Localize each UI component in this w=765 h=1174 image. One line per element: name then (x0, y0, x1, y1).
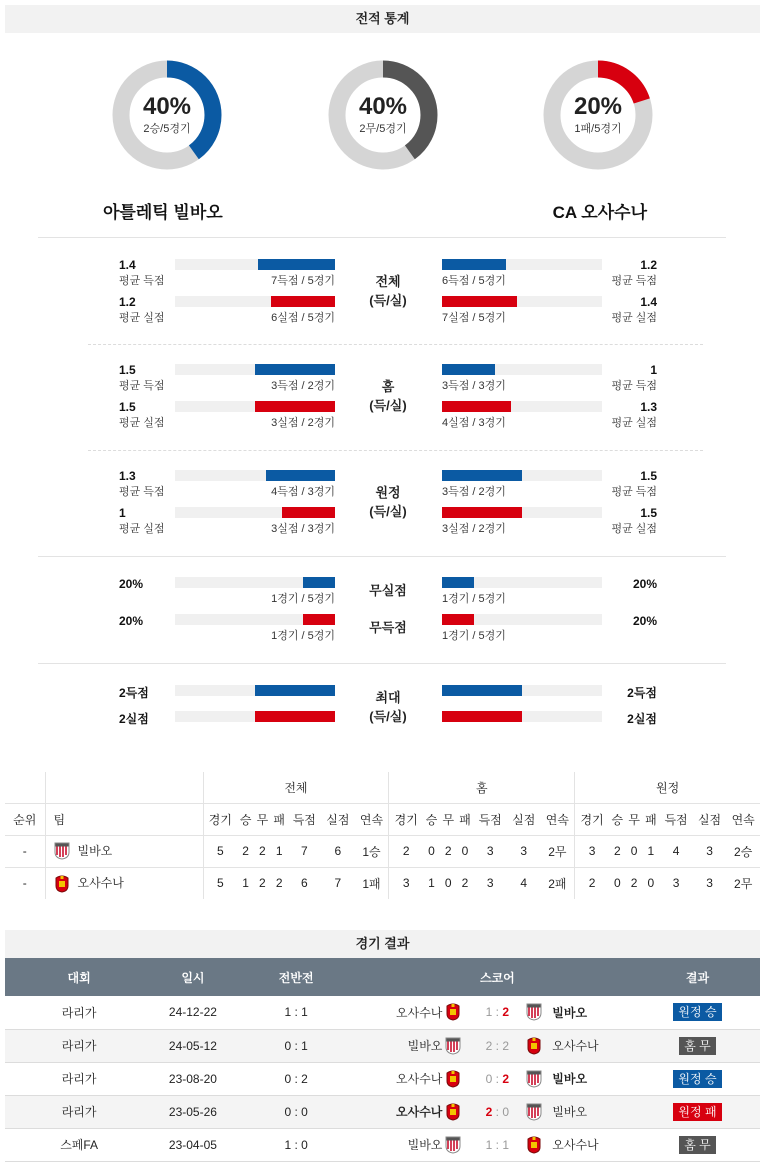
col-all-4: 득점 (288, 803, 322, 835)
group-label-line: 원정 (375, 485, 401, 500)
home-bar (303, 614, 335, 625)
away-bar-track (442, 296, 602, 307)
home-label: 평균 실점 (119, 523, 165, 535)
away-value: 20% (632, 614, 657, 628)
away-bar-track (442, 364, 602, 375)
result-badge: 원정 승 (673, 1003, 721, 1021)
away-bar (442, 614, 474, 625)
standings-table (5, 772, 760, 899)
divider (38, 663, 726, 664)
home-label: 평균 득점 (119, 380, 165, 392)
all-stat: 2 (254, 867, 271, 899)
away-stat: 3 (575, 835, 609, 867)
home-score: 2 (485, 1104, 493, 1119)
home-crest-cell (444, 1062, 469, 1095)
away-value: 2실점 (627, 712, 657, 726)
home-value: 1.4 (119, 258, 136, 272)
col-away-4: 득점 (659, 803, 693, 835)
rank-header: 순위 (5, 803, 45, 835)
results-header (5, 958, 760, 996)
home-stat: 3 (473, 867, 507, 899)
away-crest-cell (525, 1128, 550, 1161)
col-away-0: 경기 (575, 803, 609, 835)
bilbao-crest-icon (445, 1136, 461, 1154)
home-stat: 0 (457, 835, 474, 867)
home-bar (282, 507, 335, 518)
date-cell: 24-12-22 (153, 996, 232, 1029)
comp-cell: 스페FA (5, 1128, 153, 1161)
home-value: 2실점 (119, 712, 149, 726)
group-label-line: 홈 (381, 379, 395, 394)
away-stat: 2 (575, 867, 609, 899)
away-count: 6득점 / 5경기 (442, 275, 506, 287)
away-bar-track (442, 401, 602, 412)
away-stat: 3 (693, 835, 727, 867)
result-row (5, 1095, 760, 1128)
date-cell: 23-04-05 (153, 1128, 232, 1161)
standings-row (5, 835, 760, 867)
all-stat: 2 (237, 835, 254, 867)
home-label: 평균 실점 (119, 312, 165, 324)
all-stat: 7 (321, 867, 355, 899)
home-value: 1 (119, 506, 126, 520)
home-bar (271, 296, 335, 307)
away-value: 2득점 (627, 686, 657, 700)
group-label (348, 272, 428, 310)
osasuna-crest-icon (526, 1136, 542, 1154)
col-all-1: 승 (237, 803, 254, 835)
home-bar-track (175, 614, 335, 625)
col-home-5: 실점 (507, 803, 541, 835)
away-team-name: CA 오사수나 (552, 203, 647, 222)
osasuna-crest-icon (526, 1037, 542, 1055)
all-stat: 6 (288, 867, 322, 899)
away-bar-track (442, 259, 602, 270)
col-away-3: 패 (643, 803, 660, 835)
home-count: 6실점 / 5경기 (271, 312, 335, 324)
home-bar-track (175, 507, 335, 518)
home-count: 3득점 / 2경기 (271, 380, 335, 392)
away-count: 4실점 / 3경기 (442, 417, 506, 429)
away-bar (442, 259, 506, 270)
max-label-line: (득/실) (369, 709, 407, 724)
comp-header: 대회 (5, 958, 153, 996)
home-score: 2 (485, 1038, 493, 1053)
away-stat: 0 (626, 835, 643, 867)
home-bar (258, 259, 335, 270)
col-all-0: 경기 (203, 803, 237, 835)
home-team-cell: 오사수나 (360, 1095, 445, 1128)
score (486, 1039, 509, 1053)
away-bar (442, 296, 517, 307)
osasuna-crest-icon (54, 875, 70, 893)
comp-cell: 라리가 (5, 1095, 153, 1128)
home-stat: 1 (423, 867, 440, 899)
half-score-cell: 0 : 1 (233, 1029, 360, 1062)
home-bar-track (175, 296, 335, 307)
group-home: 홈 (389, 772, 575, 803)
half-score-cell: 1 : 0 (233, 1128, 360, 1161)
home-bar (266, 470, 335, 481)
home-stat: 4 (507, 867, 541, 899)
all-stat: 7 (288, 835, 322, 867)
home-bar-track (175, 259, 335, 270)
comp-cell: 라리가 (5, 1062, 153, 1095)
result-row (5, 996, 760, 1029)
all-stat: 1패 (355, 867, 389, 899)
away-stat: 4 (659, 835, 693, 867)
away-label: 평균 득점 (611, 275, 657, 287)
all-stat: 5 (203, 867, 237, 899)
score-separator: : (492, 1071, 503, 1086)
score-cell (470, 1095, 525, 1128)
away-bar-track (442, 685, 602, 696)
away-crest-cell (525, 996, 550, 1029)
result-header: 결과 (635, 958, 760, 996)
draw-rate-donut (328, 60, 438, 170)
col-away-2: 무 (626, 803, 643, 835)
away-bar-track (442, 470, 602, 481)
score-separator: : (492, 1038, 503, 1053)
away-value: 1 (650, 363, 657, 377)
away-stat: 2 (626, 867, 643, 899)
home-count: 3실점 / 3경기 (271, 523, 335, 535)
max-label (348, 688, 428, 726)
away-count: 1경기 / 5경기 (442, 593, 506, 605)
away-value: 1.5 (640, 469, 657, 483)
away-stat: 2 (609, 835, 626, 867)
away-label: 평균 득점 (611, 486, 657, 498)
away-team-cell: 빌바오 (550, 1095, 635, 1128)
away-crest-cell (525, 1095, 550, 1128)
score (486, 1072, 509, 1086)
away-bar-track (442, 507, 602, 518)
away-stat: 3 (659, 867, 693, 899)
group-label (348, 377, 428, 415)
home-count: 1경기 / 5경기 (271, 630, 335, 642)
team-cell (45, 835, 203, 867)
max-label-line: 최대 (375, 690, 401, 705)
col-away-1: 승 (609, 803, 626, 835)
home-value: 1.5 (119, 400, 136, 414)
score (486, 1105, 509, 1119)
away-bar (442, 685, 522, 696)
home-crest-cell (444, 1128, 469, 1161)
comp-cell: 라리가 (5, 1029, 153, 1062)
win-rate-donut (112, 60, 222, 170)
col-all-2: 무 (254, 803, 271, 835)
away-score: 2 (502, 1038, 510, 1053)
score-header: 스코어 (360, 958, 635, 996)
away-count: 7실점 / 5경기 (442, 312, 506, 324)
rank-cell: - (5, 835, 45, 867)
group-label-line: (득/실) (369, 293, 407, 308)
all-stat: 2 (271, 867, 288, 899)
home-value: 1.3 (119, 469, 136, 483)
away-value: 1.5 (640, 506, 657, 520)
away-stat: 2무 (726, 867, 760, 899)
home-score: 0 (485, 1071, 493, 1086)
all-stat: 1 (271, 835, 288, 867)
col-all-5: 실점 (321, 803, 355, 835)
date-cell: 23-08-20 (153, 1062, 232, 1095)
bilbao-crest-icon (526, 1103, 542, 1121)
result-cell (635, 1029, 760, 1062)
half-score-cell: 0 : 0 (233, 1095, 360, 1128)
home-stat: 2 (457, 867, 474, 899)
score-separator: : (492, 1104, 503, 1119)
away-stat: 0 (609, 867, 626, 899)
home-score: 1 (485, 1005, 493, 1020)
half-score-cell: 1 : 1 (233, 996, 360, 1029)
result-badge: 원정 승 (673, 1070, 721, 1088)
home-bar (303, 577, 335, 588)
home-crest-cell (444, 1029, 469, 1062)
home-value: 2득점 (119, 686, 149, 700)
score (486, 1005, 509, 1019)
away-value: 1.3 (640, 400, 657, 414)
away-score: 0 (502, 1104, 510, 1119)
loss-pct: 20% (573, 93, 623, 120)
away-bar-track (442, 577, 602, 588)
score-separator: : (492, 1137, 503, 1152)
home-bar (255, 685, 335, 696)
col-all-6: 연속 (355, 803, 389, 835)
results-table (5, 958, 760, 1162)
standings-group-header (5, 772, 760, 803)
half-score-cell: 0 : 2 (233, 1062, 360, 1095)
home-count: 1경기 / 5경기 (271, 593, 335, 605)
home-stat: 3 (473, 835, 507, 867)
result-cell (635, 996, 760, 1029)
col-away-5: 실점 (693, 803, 727, 835)
away-stat: 3 (693, 867, 727, 899)
score-cell (470, 996, 525, 1029)
all-stat: 6 (321, 835, 355, 867)
home-team-cell: 빌바오 (360, 1029, 445, 1062)
home-bar (255, 711, 335, 722)
away-team-cell: 빌바오 (550, 996, 635, 1029)
home-stat: 2 (440, 835, 457, 867)
away-label: 평균 실점 (611, 523, 657, 535)
col-home-3: 패 (457, 803, 474, 835)
home-stat: 2 (389, 835, 423, 867)
home-bar-track (175, 470, 335, 481)
win-count: 2승/5경기 (143, 123, 191, 135)
away-value: 20% (632, 577, 657, 591)
clean-label: 무실점 (369, 583, 407, 598)
home-label: 평균 득점 (119, 486, 165, 498)
divider (88, 450, 703, 451)
result-row (5, 1128, 760, 1161)
col-away-6: 연속 (726, 803, 760, 835)
col-home-1: 승 (423, 803, 440, 835)
score-separator: : (492, 1005, 503, 1020)
osasuna-crest-icon (445, 1003, 461, 1021)
clean-label: 무득점 (369, 620, 407, 635)
all-stat: 5 (203, 835, 237, 867)
away-crest-cell (525, 1029, 550, 1062)
col-all-3: 패 (271, 803, 288, 835)
date-cell: 24-05-12 (153, 1029, 232, 1062)
home-crest-cell (444, 996, 469, 1029)
result-row (5, 1062, 760, 1095)
away-score: 2 (502, 1071, 510, 1086)
win-pct: 40% (142, 93, 192, 120)
loss-rate-donut (543, 60, 653, 170)
group-label-line: (득/실) (369, 504, 407, 519)
away-team-cell: 빌바오 (550, 1062, 635, 1095)
col-home-2: 무 (440, 803, 457, 835)
home-team-cell: 오사수나 (360, 1062, 445, 1095)
standings-column-header (5, 803, 760, 835)
home-bar-track (175, 685, 335, 696)
draw-pct: 40% (358, 93, 408, 120)
draw-count: 2무/5경기 (359, 123, 407, 135)
away-bar (442, 470, 522, 481)
away-bar (442, 507, 522, 518)
team-name: 오사수나 (77, 875, 124, 890)
home-label: 평균 득점 (119, 275, 165, 287)
score (486, 1138, 509, 1152)
all-stat: 2 (254, 835, 271, 867)
home-crest-cell (444, 1095, 469, 1128)
away-bar-track (442, 614, 602, 625)
away-value: 1.2 (640, 258, 657, 272)
home-stat: 3 (389, 867, 423, 899)
col-home-4: 득점 (473, 803, 507, 835)
osasuna-crest-icon (445, 1103, 461, 1121)
home-team-cell: 빌바오 (360, 1128, 445, 1161)
bilbao-crest-icon (54, 842, 70, 860)
loss-count: 1패/5경기 (574, 123, 622, 135)
home-count: 4득점 / 3경기 (271, 486, 335, 498)
result-cell (635, 1062, 760, 1095)
away-count: 3득점 / 3경기 (442, 380, 506, 392)
home-stat: 0 (440, 867, 457, 899)
away-stat: 2승 (726, 835, 760, 867)
away-stat: 0 (643, 867, 660, 899)
home-bar (255, 401, 335, 412)
divider (88, 344, 703, 345)
col-home-6: 연속 (540, 803, 574, 835)
home-value: 20% (119, 614, 144, 628)
date-header: 일시 (153, 958, 232, 996)
away-bar (442, 364, 495, 375)
away-bar-track (442, 711, 602, 722)
away-label: 평균 실점 (611, 312, 657, 324)
all-stat: 1승 (355, 835, 389, 867)
stats-section-title: 전적 통계 (5, 5, 760, 33)
away-bar (442, 577, 474, 588)
away-count: 1경기 / 5경기 (442, 630, 506, 642)
result-cell (635, 1095, 760, 1128)
away-score: 1 (502, 1137, 510, 1152)
home-value: 20% (119, 577, 144, 591)
home-bar-track (175, 401, 335, 412)
col-home-0: 경기 (389, 803, 423, 835)
bilbao-crest-icon (526, 1003, 542, 1021)
score-cell (470, 1128, 525, 1161)
team-cell (45, 867, 203, 899)
group-label-line: 전체 (375, 274, 401, 289)
date-cell: 23-05-26 (153, 1095, 232, 1128)
home-team-name: 아틀레틱 빌바오 (103, 203, 223, 222)
home-count: 7득점 / 5경기 (271, 275, 335, 287)
group-away: 원정 (575, 772, 760, 803)
home-stat: 0 (423, 835, 440, 867)
all-stat: 1 (237, 867, 254, 899)
home-stat: 2무 (540, 835, 574, 867)
home-bar (255, 364, 335, 375)
away-count: 3실점 / 2경기 (442, 523, 506, 535)
standings-row (5, 867, 760, 899)
home-value: 1.5 (119, 363, 136, 377)
away-score: 2 (502, 1005, 510, 1020)
group-all: 전체 (203, 772, 389, 803)
score-cell (470, 1062, 525, 1095)
osasuna-crest-icon (445, 1070, 461, 1088)
home-stat: 3 (507, 835, 541, 867)
away-bar (442, 401, 511, 412)
results-section-title: 경기 결과 (5, 930, 760, 958)
home-label: 평균 실점 (119, 417, 165, 429)
result-badge: 홈 무 (679, 1037, 716, 1055)
group-label-line: (득/실) (369, 398, 407, 413)
divider (38, 237, 726, 238)
group-label (348, 483, 428, 521)
home-stat: 2패 (540, 867, 574, 899)
result-cell (635, 1128, 760, 1161)
home-team-cell: 오사수나 (360, 996, 445, 1029)
away-team-cell: 오사수나 (550, 1029, 635, 1062)
away-team-cell: 오사수나 (550, 1128, 635, 1161)
away-count: 3득점 / 2경기 (442, 486, 506, 498)
away-stat: 1 (643, 835, 660, 867)
away-crest-cell (525, 1062, 550, 1095)
bilbao-crest-icon (445, 1037, 461, 1055)
home-bar-track (175, 711, 335, 722)
away-label: 평균 득점 (611, 380, 657, 392)
home-value: 1.2 (119, 295, 136, 309)
score-cell (470, 1029, 525, 1062)
home-bar-track (175, 577, 335, 588)
home-count: 3실점 / 2경기 (271, 417, 335, 429)
result-badge: 원정 패 (673, 1103, 721, 1121)
bilbao-crest-icon (526, 1070, 542, 1088)
home-score: 1 (485, 1137, 493, 1152)
comp-cell: 라리가 (5, 996, 153, 1029)
away-value: 1.4 (640, 295, 657, 309)
away-label: 평균 실점 (611, 417, 657, 429)
team-header: 팀 (45, 803, 203, 835)
result-row (5, 1029, 760, 1062)
half-header: 전반전 (233, 958, 360, 996)
away-bar (442, 711, 522, 722)
team-name: 빌바오 (77, 843, 113, 858)
rank-cell: - (5, 867, 45, 899)
divider (38, 556, 726, 557)
result-badge: 홈 무 (679, 1136, 716, 1154)
home-bar-track (175, 364, 335, 375)
